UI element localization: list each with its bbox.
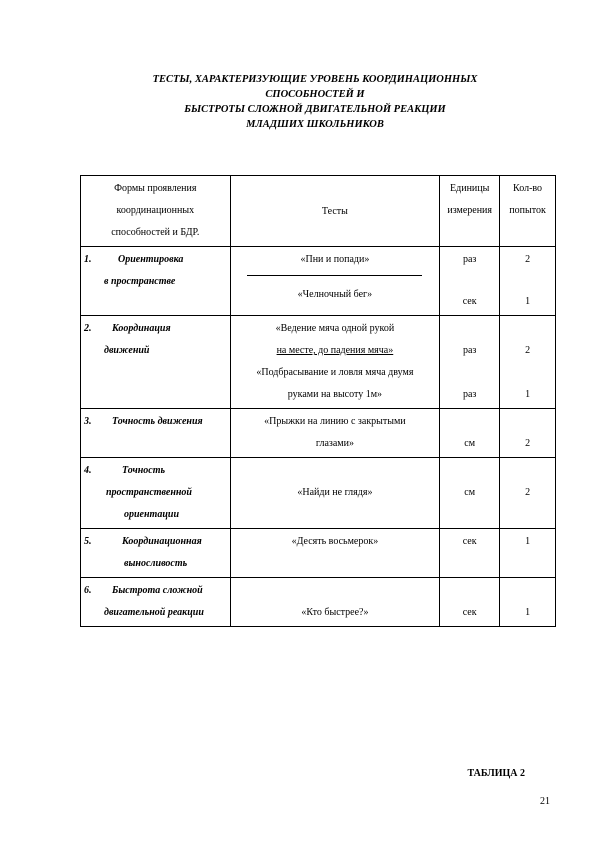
- row-5-units: [440, 529, 500, 578]
- header-units-line-1: Единицы: [450, 183, 490, 194]
- row-3-form: [81, 409, 231, 458]
- row-1-form-line-1: Ориентировка: [118, 254, 184, 265]
- row-4-test-line-1: «Найди не глядя»: [297, 487, 373, 498]
- row-6-form-line-2: двигательной реакции: [104, 607, 204, 618]
- row-6-unit: сек: [462, 607, 477, 618]
- row-5-tries: [500, 529, 556, 578]
- header-tries: [500, 176, 556, 247]
- row-1-tries-2: 1: [525, 296, 531, 307]
- table-label: ТАБЛИЦА 2: [467, 768, 525, 779]
- row-4-tries-value: 2: [525, 487, 531, 498]
- page-number: 21: [540, 796, 550, 807]
- row-3-tries-value: 2: [525, 438, 531, 449]
- header-units: [440, 176, 500, 247]
- row-2-form-line-2: движений: [104, 345, 150, 356]
- header-forms-line-3: способностей и БДР.: [111, 227, 200, 238]
- title-line-3: БЫСТРОТЫ СЛОЖНОЙ ДВИГАТЕЛЬНОЙ РЕАКЦИИ: [184, 104, 446, 115]
- row-1-unit-1: раз: [462, 254, 477, 265]
- title-line-4: МЛАДШИХ ШКОЛЬНИКОВ: [246, 119, 384, 130]
- row-4-form: [81, 458, 231, 529]
- row-5-unit: сек: [462, 536, 477, 547]
- row-3-tries: [500, 409, 556, 458]
- tests-table: [80, 175, 556, 627]
- row-2-unit-1: раз: [462, 345, 477, 356]
- row-4-form-line-1: Точность: [122, 465, 166, 476]
- row-6-test-line-1: «Кто быстрее?»: [301, 607, 369, 618]
- row-4-form-line-3: ориентации: [124, 509, 180, 520]
- header-forms-line-2: координационных: [116, 205, 195, 216]
- row-6-tries-value: 1: [525, 607, 531, 618]
- row-number: 4.: [84, 465, 92, 476]
- header-tests: Тесты: [230, 176, 440, 247]
- row-1-form-line-2: в пространстве: [104, 276, 176, 287]
- header-forms-line-1: Формы проявления: [114, 183, 197, 194]
- row-3-unit: см: [464, 438, 476, 449]
- row-number: 5.: [84, 536, 92, 547]
- row-2-form-line-1: Координация: [112, 323, 171, 334]
- row-5-tries-value: 1: [525, 536, 531, 547]
- title-line-2: СПОСОБНОСТЕЙ И: [265, 89, 365, 100]
- row-3-units: [440, 409, 500, 458]
- row-1-tries: [500, 247, 556, 316]
- row-6-form: [81, 578, 231, 627]
- row-6-tries: [500, 578, 556, 627]
- row-4-unit: см: [464, 487, 476, 498]
- header-units-line-2: измерения: [447, 205, 493, 216]
- row-2-tries: [500, 316, 556, 409]
- row-1-test-line-1: «Пни и попади»: [300, 254, 370, 265]
- row-1-units: [440, 247, 500, 316]
- row-4-units: [440, 458, 500, 529]
- table-row: [81, 578, 556, 627]
- row-6-form-line-1: Быстрота сложной: [112, 585, 203, 596]
- row-6-units: [440, 578, 500, 627]
- table-header-row: [81, 176, 556, 247]
- table-row: [81, 316, 556, 409]
- row-1-unit-2: сек: [462, 296, 477, 307]
- table-row: [81, 409, 556, 458]
- header-tries-line-2: попыток: [509, 205, 546, 216]
- row-1-form: [81, 247, 231, 316]
- row-3-form-line-1: Точность движения: [112, 416, 203, 427]
- header-tries-line-1: Кол-во: [513, 183, 543, 194]
- row-3-tests: [230, 409, 440, 458]
- row-number: 6.: [84, 585, 92, 596]
- row-4-tries: [500, 458, 556, 529]
- table-row: [81, 458, 556, 529]
- row-2-test-line-4: руками на высоту 1м»: [287, 389, 383, 400]
- row-5-tests: [230, 529, 440, 578]
- row-number: 3.: [84, 416, 92, 427]
- row-1-tries-1: 2: [525, 254, 531, 265]
- row-2-form: [81, 316, 231, 409]
- row-1-test-line-2: «Челночный бег»: [297, 289, 373, 300]
- row-number: 2.: [84, 323, 92, 334]
- document-title: [80, 72, 550, 132]
- row-2-tries-1: 2: [525, 345, 531, 356]
- row-5-form: [81, 529, 231, 578]
- row-number: 1.: [84, 254, 92, 265]
- row-2-units: [440, 316, 500, 409]
- row-2-test-line-1: «Ведение мяча одной рукой: [275, 323, 395, 334]
- title-line-1: ТЕСТЫ, ХАРАКТЕРИЗУЮЩИЕ УРОВЕНЬ КООРДИНАЦИОННЫХ: [152, 74, 478, 85]
- row-2-test-line-2: на месте, до падения мяча»: [276, 345, 394, 356]
- row-4-tests: [230, 458, 440, 529]
- table-row: [81, 247, 556, 316]
- table-row: [81, 529, 556, 578]
- row-3-test-line-2: глазами»: [315, 438, 354, 449]
- row-2-tries-2: 1: [525, 389, 531, 400]
- row-5-test-line-1: «Десять восьмерок»: [291, 536, 379, 547]
- row-2-unit-2: раз: [462, 389, 477, 400]
- row-1-separator: [247, 271, 422, 276]
- row-5-form-line-2: выносливость: [124, 558, 188, 569]
- header-forms: [81, 176, 231, 247]
- row-2-test-line-3: «Подбрасывание и ловля мяча двумя: [256, 367, 414, 378]
- row-2-tests: [230, 316, 440, 409]
- row-3-test-line-1: «Прыжки на линию с закрытыми: [264, 416, 406, 427]
- row-6-tests: [230, 578, 440, 627]
- row-1-tests: [230, 247, 440, 316]
- row-4-form-line-2: пространственной: [106, 487, 192, 498]
- row-5-form-line-1: Координационная: [122, 536, 202, 547]
